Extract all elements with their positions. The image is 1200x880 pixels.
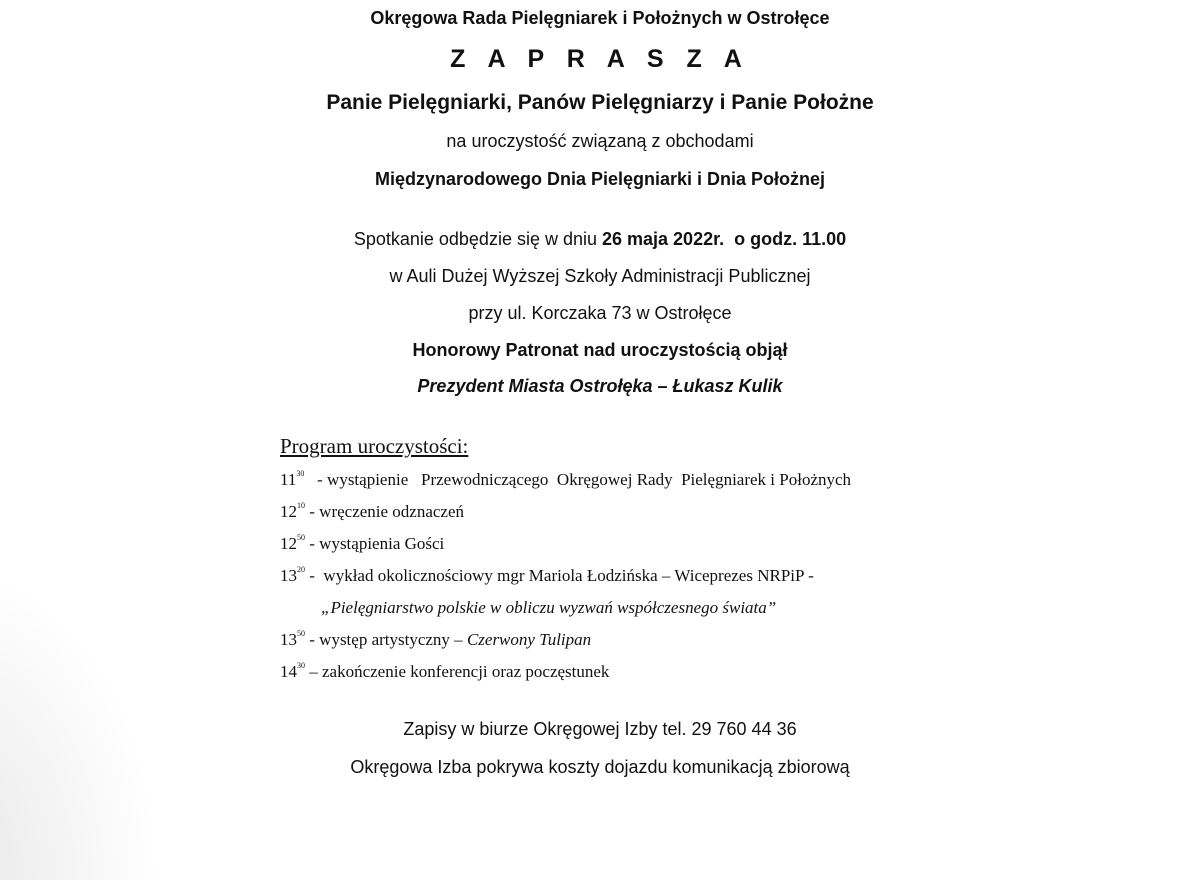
- program-hour: 11: [280, 470, 297, 489]
- organization-name: Okręgowa Rada Pielęgniarek i Położnych w Ostrołęce: [370, 8, 830, 28]
- occasion-intro: na uroczystość związaną z obchodami: [446, 131, 754, 151]
- program-hour: 13: [280, 566, 297, 585]
- meeting-date: 26 maja 2022r.: [602, 229, 725, 249]
- meeting-address: przy ul. Korczaka 73 w Ostrołęce: [468, 303, 732, 323]
- program-minutes: 30: [297, 661, 305, 670]
- program-heading: Program uroczystości:: [280, 434, 469, 458]
- program-text: - wręczenie odznaczeń: [305, 502, 465, 521]
- program-hour: 14: [280, 662, 297, 681]
- program-text: - wykład okolicznościowy mgr Mariola Łodzińska – Wiceprezes NRPiP -: [305, 566, 814, 585]
- performance-title: Czerwony Tulipan: [466, 630, 592, 649]
- registration-info: Zapisy w biurze Okręgowej Izby tel. 29 760 44 36: [403, 719, 797, 739]
- program-item: [280, 534, 444, 554]
- program-text: - występ artystyczny –: [305, 630, 467, 649]
- program-hour: 12: [280, 502, 297, 521]
- meeting-intro: Spotkanie odbędzie się w dniu: [353, 229, 602, 249]
- program-minutes: 50: [297, 629, 305, 638]
- program-text: - wystąpienia Gości: [305, 534, 445, 553]
- program-minutes: 50: [297, 533, 305, 542]
- program-hour: 13: [280, 630, 297, 649]
- program-minutes: 20: [297, 565, 305, 574]
- program-item: [280, 630, 591, 650]
- program-item: [280, 566, 814, 586]
- program-minutes: 30: [296, 469, 305, 478]
- addressees-line: Panie Pielęgniarki, Panów Pielęgniarzy i Panie Położne: [326, 91, 874, 114]
- program-item: [280, 470, 851, 490]
- occasion-title: Międzynarodowego Dnia Pielęgniarki i Dnia Położnej: [374, 169, 826, 189]
- meeting-venue: w Auli Dużej Wyższej Szkoły Administracji Publicznej: [389, 266, 811, 286]
- program-minutes: 10: [297, 501, 305, 510]
- lecture-title: „Pielęgniarstwo polskie w obliczu wyzwań współczesnego świata”: [321, 598, 777, 617]
- program-text: - wystąpienie Przewodniczącego Okręgowej Rady Pielęgniarek i Położnych: [304, 470, 852, 489]
- transport-info: Okręgowa Izba pokrywa koszty dojazdu komunikacją zbiorową: [350, 757, 850, 777]
- program-text: – zakończenie konferencji oraz poczęstunek: [305, 662, 610, 681]
- meeting-date-line: [0, 229, 1200, 250]
- program-hour: 12: [280, 534, 297, 553]
- patronage-label: Honorowy Patronat nad uroczystością objął: [412, 340, 788, 360]
- meeting-time: o godz. 11.00: [724, 229, 847, 249]
- program-item: [280, 502, 464, 522]
- program-item: [280, 662, 609, 682]
- patron-name: Prezydent Miasta Ostrołęka – Łukasz Kulik: [417, 376, 783, 396]
- invites-heading: Z A P R A S Z A: [450, 45, 750, 73]
